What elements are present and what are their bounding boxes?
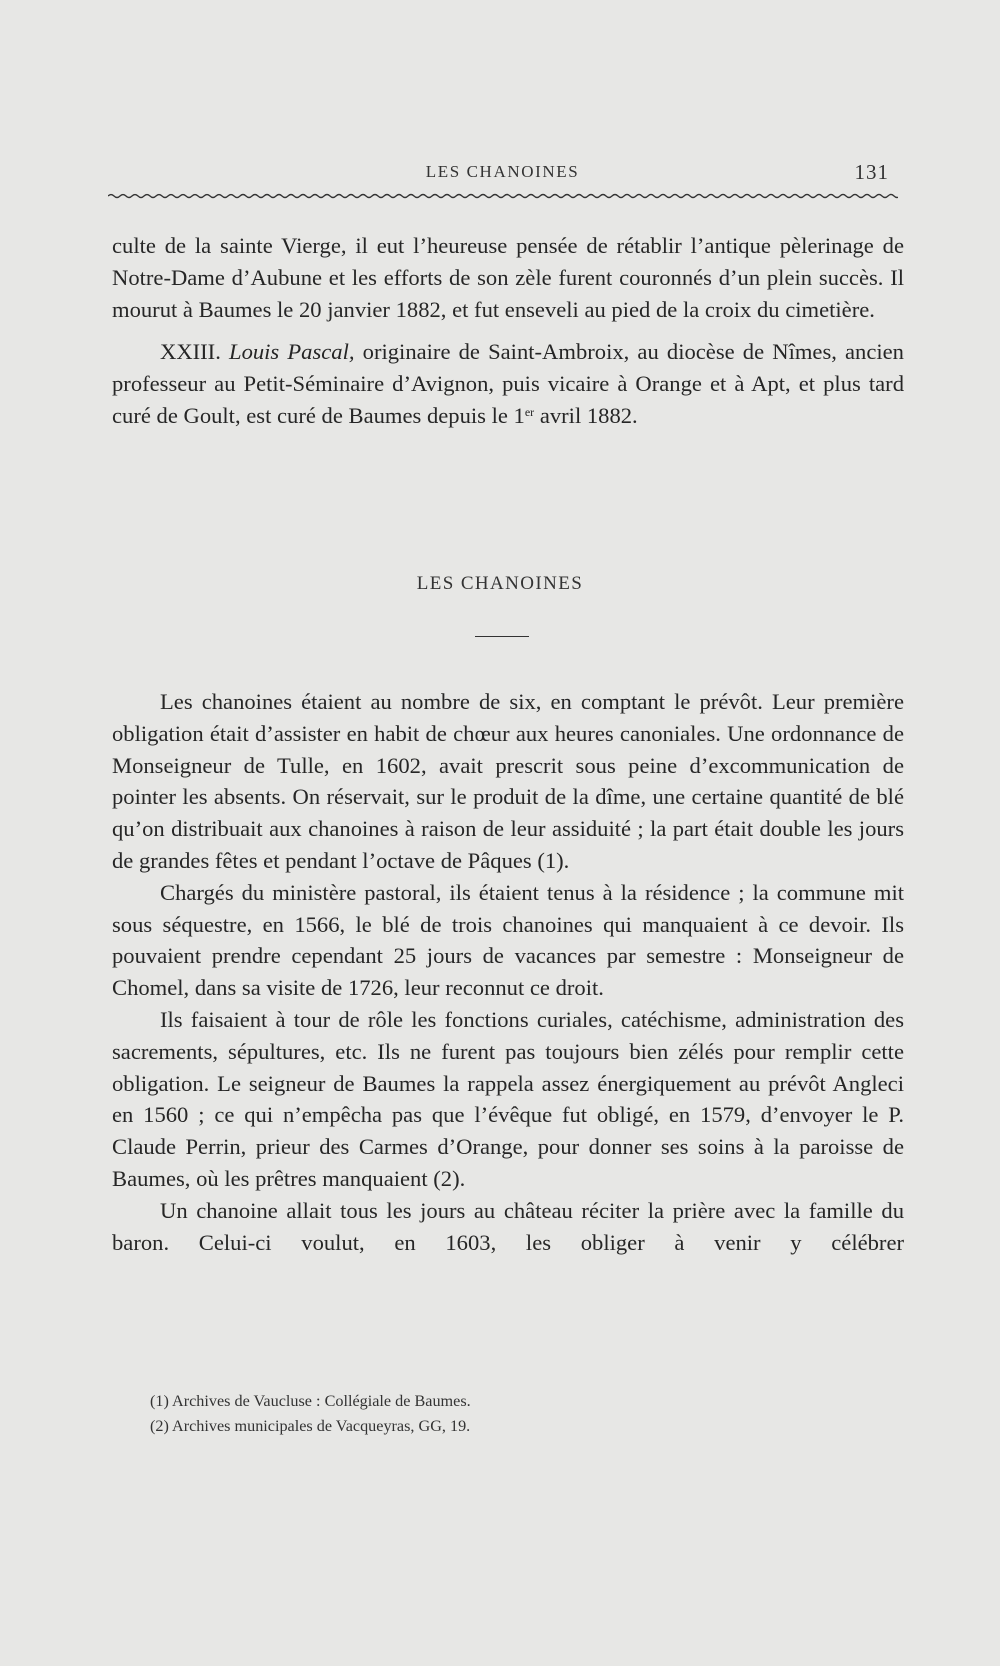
footnotes bbox=[150, 1389, 910, 1439]
page-number: 131 bbox=[854, 160, 889, 184]
entry-xxiii bbox=[112, 336, 904, 431]
top-text-block bbox=[112, 230, 904, 432]
entry-text: originaire de Saint-Ambroix, au diocèse de Nîmes, ancien professeur au Petit-Séminaire d’Avignon, puis vicaire à Orange et à Apt, et plus tard curé de Goult, est curé de Baumes depuis le bbox=[112, 339, 904, 428]
paragraph-1: Les chanoines étaient au nombre de six, en comptant le prévôt. Leur première obligation était d’assister en habit de chœur aux heures canoniales. Une ordonnance de Monseigneur de Tulle, en 1602, avait prescrit sous peine d’excommunication de pointer les absents. On réservait, sur le produit de la dîme, une certaine quantité de blé qu’on distribuait aux chanoines à raison de leur assiduité ; la part était double les jours de grandes fêtes et pendant l’octave de Pâques (1). bbox=[112, 689, 904, 873]
main-text-block bbox=[112, 686, 904, 1258]
running-head bbox=[110, 160, 895, 190]
footnote-2: (2) Archives municipales de Vacqueyras, GG, 19. bbox=[150, 1417, 471, 1435]
entry-date-sup: er bbox=[524, 404, 535, 419]
section-divider bbox=[475, 636, 529, 637]
entry-number: XXIII. bbox=[160, 339, 221, 365]
entry-name: Louis Pascal, bbox=[229, 339, 355, 365]
continued-paragraph: culte de la sainte Vierge, il eut l’heureuse pensée de rétablir l’antique pèlerinage de Notre-Dame d’Aubune et les efforts de son zèle furent couronnés d’un plein succès. Il mourut à Baumes le 20 janvier 1882, et fut enseveli au pied de la croix du cimetière. bbox=[112, 233, 904, 322]
entry-date-rest: avril 1882. bbox=[534, 402, 638, 428]
paragraph-3: Ils faisaient à tour de rôle les fonctions curiales, catéchisme, administration des sacrements, sépultures, etc. Ils ne furent pas toujours bien zélés pour remplir cette obligation. Le seigneur de Baumes la rappela assez énergiquement au prévôt Angleci en 1560 ; ce qui n’empêcha pas que l’évêque fut obligé, en 1579, d’envoyer le P. Claude Perrin, prieur des Carmes d’Orange, pour donner ses soins à la paroisse de Baumes, où les prêtres manquaient (2). bbox=[112, 1006, 904, 1191]
running-head-title: LES CHANOINES bbox=[425, 162, 580, 181]
entry-date-num: 1 bbox=[513, 402, 525, 428]
paragraph-2: Chargés du ministère pastoral, ils étaient tenus à la résidence ; la commune mit sous séquestre, en 1566, le blé de trois chanoines qui manquaient à ce devoir. Ils pouvaient prendre cependant 25 jours de vacances par semestre : Monseigneur de Chomel, dans sa visite de 1726, leur reconnut ce droit. bbox=[112, 879, 904, 1001]
footnote-1: (1) Archives de Vaucluse : Collégiale de Baumes. bbox=[150, 1392, 471, 1410]
section-heading: LES CHANOINES bbox=[416, 573, 584, 594]
paragraph-4: Un chanoine allait tous les jours au château réciter la prière avec la famille du baron. Celui-ci voulut, en 1603, les obliger à venir y célébrer bbox=[112, 1197, 904, 1255]
wavy-head-rule bbox=[108, 192, 898, 200]
